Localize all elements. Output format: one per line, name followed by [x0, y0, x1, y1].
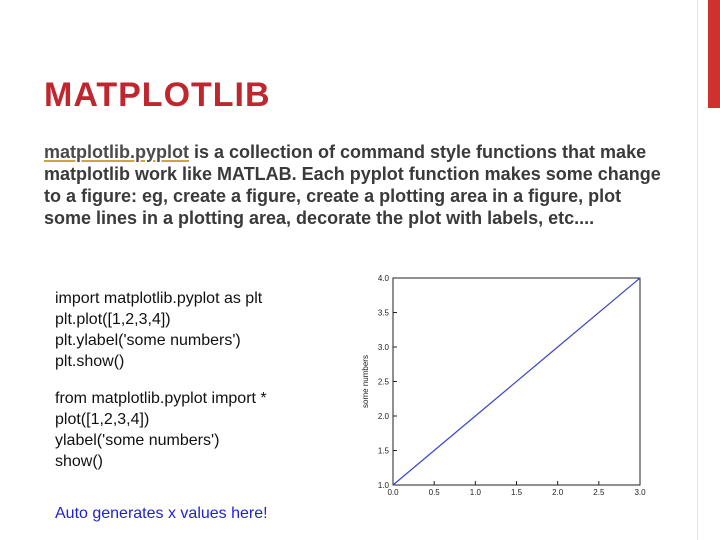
code-line: plt.ylabel('some numbers') — [55, 332, 241, 349]
code-line: plt.show() — [55, 353, 125, 370]
line-chart — [352, 266, 652, 506]
intro-paragraph — [44, 141, 664, 229]
x-tick-label: 2.5 — [593, 488, 605, 497]
code-line: plt.plot([1,2,3,4]) — [55, 311, 171, 328]
x-tick-label: 3.0 — [634, 488, 646, 497]
code-line: plot([1,2,3,4]) — [55, 411, 150, 428]
slide-title: MATPLOTLIB — [44, 76, 271, 114]
code-line: show() — [55, 453, 104, 470]
accent-bar — [708, 0, 720, 108]
y-tick-label: 3.5 — [377, 308, 389, 318]
x-tick-label: 0.5 — [428, 488, 440, 497]
code-block-star-import — [55, 388, 355, 472]
y-tick-label: 2.5 — [377, 377, 389, 387]
y-axis-label: some numbers — [361, 355, 370, 408]
code-line: ylabel('some numbers') — [55, 432, 220, 449]
x-axis-ticks — [387, 481, 646, 497]
slide-edge-line — [697, 0, 698, 540]
y-tick-label: 1.5 — [377, 446, 389, 456]
x-tick-label: 1.0 — [469, 488, 481, 497]
y-tick-label: 2.0 — [377, 412, 389, 421]
series-line — [393, 278, 640, 485]
y-tick-label: 1.0 — [377, 481, 389, 490]
x-tick-label: 2.0 — [552, 488, 564, 497]
intro-text: is a collection of command style functions that make matplotlib work like MATLAB. Each pyplot function makes some change to a figure: eg, create a figure, create a plotting area in a figure, plot some lines in a plotting area, decorate the plot with labels, etc.... — [44, 142, 661, 228]
auto-x-note: Auto generates x values here! — [55, 505, 268, 522]
code-block-plt — [55, 288, 355, 372]
pyplot-link[interactable]: matplotlib.pyplot — [44, 142, 189, 162]
y-axis-ticks — [378, 274, 397, 490]
code-line: import matplotlib.pyplot as plt — [55, 290, 263, 307]
y-tick-label: 4.0 — [377, 274, 389, 283]
x-tick-label: 1.5 — [510, 488, 523, 497]
code-line: from matplotlib.pyplot import * — [55, 390, 267, 407]
y-tick-label: 3.0 — [377, 343, 389, 352]
x-tick-label: 0.0 — [387, 488, 399, 497]
